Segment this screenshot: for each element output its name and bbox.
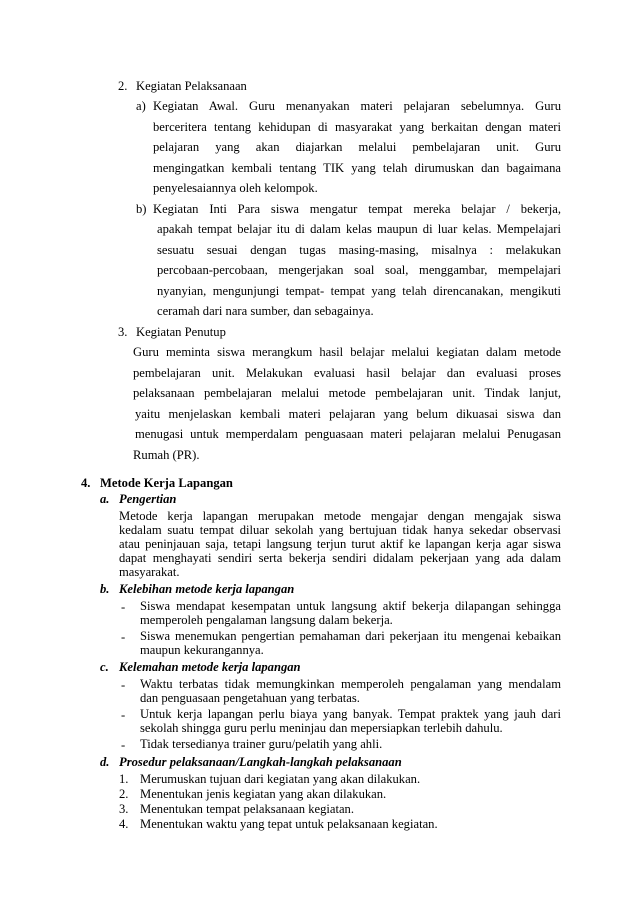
section4a-line: dapat menghayati sendiri serta bekerja sendiri didalam pekerjaan yang ada dalam	[119, 551, 561, 565]
section4b-label: b.	[100, 582, 110, 596]
item2a-label: a)	[136, 99, 146, 113]
section4b-item-line: maupun kekurangannya.	[140, 643, 264, 657]
item3-number: 3.	[118, 325, 128, 339]
item2b-line: sesuatu sesuai dengan tugas masing-masing, misalnya : melakukan	[157, 243, 561, 257]
item2a-line: berceritera tentang kehidupan di masyarakat yang berkaitan dengan materi	[153, 120, 561, 134]
section4c-item-line: Untuk kerja lapangan perlu biaya yang banyak. Tempat praktek yang jauh dari	[140, 707, 561, 721]
step-text: Menentukan waktu yang tepat untuk pelaksanaan kegiatan.	[140, 817, 438, 831]
section4b-title: Kelebihan metode kerja lapangan	[119, 582, 295, 596]
item2a-line: mengingatkan kembali tentang TIK yang telah dirumuskan dan bagaimana	[153, 161, 561, 175]
step-text: Menentukan tempat pelaksanaan kegiatan.	[140, 802, 355, 816]
step-number: 3.	[119, 802, 129, 816]
section4c-title: Kelemahan metode kerja lapangan	[119, 660, 301, 674]
item2b-line: nyanyian, mengunjungi tempat- tempat yang telah direncanakan, mengikuti	[157, 284, 561, 298]
item2-number: 2.	[118, 79, 128, 93]
item2b-line: Kegiatan Inti Para siswa mengatur tempat mereka belajar / bekerja,	[153, 202, 561, 216]
section4a-line: Metode kerja lapangan merupakan metode mengajar dengan mengajak siswa	[119, 509, 561, 523]
section4a-line: atau peninjauan saja, tetapi langsung terjun turut aktif ke lapangan kerja agar siswa	[119, 537, 561, 551]
section4-title: Metode Kerja Lapangan	[100, 476, 233, 490]
bullet-dash: -	[121, 600, 126, 614]
step-number: 4.	[119, 817, 129, 831]
section4c-label: c.	[100, 660, 109, 674]
section4c-item-line: dan penguasaan pengetahuan yang terbatas.	[140, 691, 360, 705]
bullet-dash: -	[121, 678, 126, 692]
step-text: Merumuskan tujuan dari kegiatan yang akan dilakukan.	[140, 772, 421, 786]
item2b-line: apakah tempat belajar itu di dalam kelas maupun di luar kelas. Mempelajari	[157, 222, 561, 236]
bullet-dash: -	[121, 708, 126, 722]
item3-line: Guru meminta siswa merangkum hasil belajar melalui kegiatan dalam metode	[133, 345, 561, 359]
section4c-item-line: sekolah shingga guru perlu meninjau dan mepersiapkan terlebih dahulu.	[140, 721, 503, 735]
section4a-line: kedalam suatu tempat diluar sekolah yang bertujuan tidak hanya sekedar observasi	[119, 523, 561, 537]
step-text: Menentukan jenis kegiatan yang akan dilakukan.	[140, 787, 387, 801]
item3-line: pembelajaran unit. Melakukan evaluasi hasil belajar dan evaluasi proses	[133, 366, 561, 380]
step-number: 2.	[119, 787, 129, 801]
section4a-label: a.	[100, 492, 110, 506]
section4d-label: d.	[100, 755, 110, 769]
item2a-line: pelajaran yang akan diajarkan melalui pembelajaran unit. Guru	[153, 140, 561, 154]
section4-number: 4.	[81, 476, 91, 490]
item2b-line: percobaan-percobaan, mengerjakan soal soal, menggambar, mempelajari	[157, 263, 561, 277]
item3-line: Rumah (PR).	[133, 448, 200, 462]
item2a-line: penyelesaiannya oleh kelompok.	[153, 181, 318, 195]
bullet-dash: -	[121, 738, 126, 752]
item2b-line: ceramah dari nara sumber, dan sebagainya.	[157, 304, 374, 318]
item3-line: pelaksanaan pembelajaran melalui metode pembelajaran unit. Tindak lanjut,	[133, 386, 561, 400]
section4a-line: masyarakat.	[119, 565, 180, 579]
section4b-item-line: Siswa mendapat kesempatan untuk langsung aktif bekerja dilapangan sehingga	[140, 599, 561, 613]
section4c-item-line: Waktu terbatas tidak memungkinkan memperoleh pengalaman yang mendalam	[140, 677, 561, 691]
section4c-item-line: Tidak tersedianya trainer guru/pelatih yang ahli.	[140, 737, 383, 751]
item2-title: Kegiatan Pelaksanaan	[136, 79, 247, 93]
step-number: 1.	[119, 772, 129, 786]
item2b-label: b)	[136, 202, 147, 216]
item3-line: yaitu menjelaskan kembali materi pelajaran yang belum dikuasai siswa dan	[135, 407, 561, 421]
section4b-item-line: Siswa menemukan pengertian pemahaman dari pekerjaan itu mengenai kebaikan	[140, 629, 561, 643]
bullet-dash: -	[121, 630, 126, 644]
section4a-title: Pengertian	[119, 492, 177, 506]
section4d-title: Prosedur pelaksanaan/Langkah-langkah pelaksanaan	[119, 755, 402, 769]
item3-line: menugasi untuk memperdalam penguasaan materi pelajaran melalui Penugasan	[135, 427, 561, 441]
item2a-line: Kegiatan Awal. Guru menanyakan materi pelajaran sebelumnya. Guru	[153, 99, 561, 113]
item3-title: Kegiatan Penutup	[136, 325, 226, 339]
section4b-item-line: memperoleh pengalaman langsung dalam bekerja.	[140, 613, 393, 627]
